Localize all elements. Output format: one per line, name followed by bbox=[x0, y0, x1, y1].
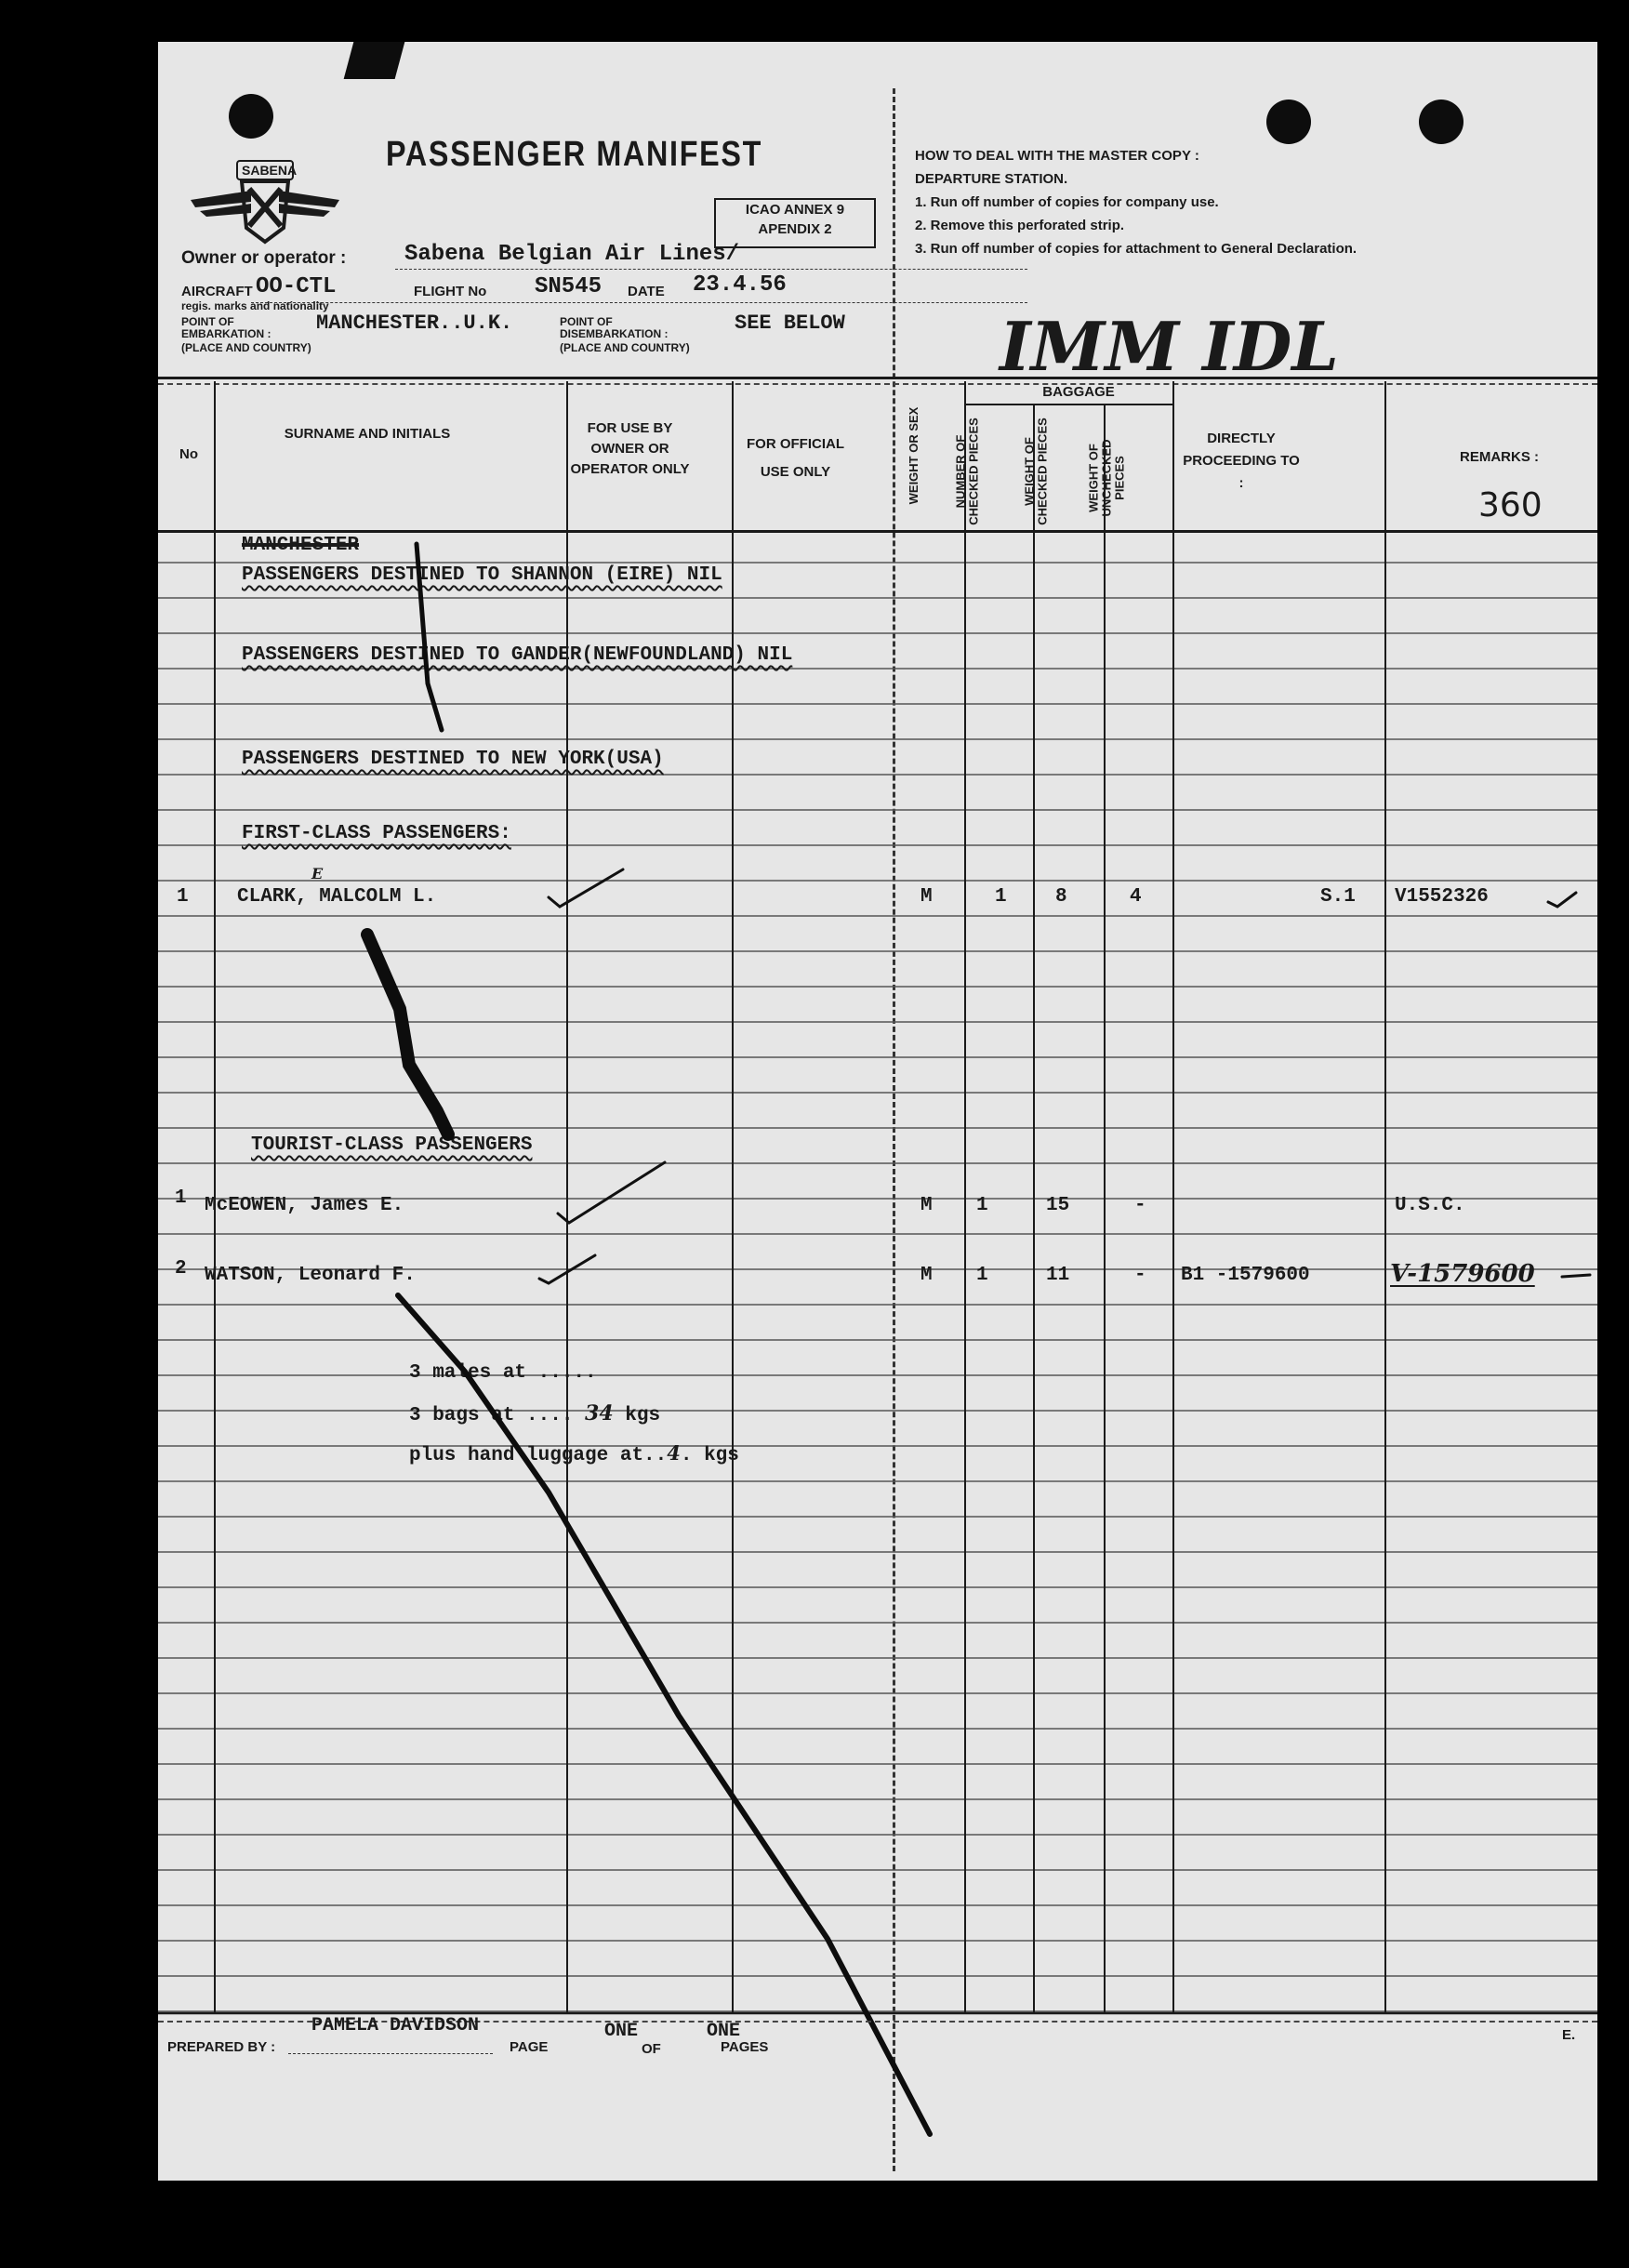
section-shannon: PASSENGERS DESTINED TO SHANNON (EIRE) NIL bbox=[242, 564, 722, 586]
pen-stroke bbox=[367, 935, 448, 1134]
passenger-directly: S.1 bbox=[1320, 886, 1356, 908]
embark-label: POINT OF EMBARKATION : bbox=[181, 315, 272, 340]
passenger-remarks: V-1579600 bbox=[1390, 1260, 1535, 1288]
pen-stroke bbox=[417, 544, 442, 730]
checkmark-icon bbox=[1548, 893, 1576, 907]
passenger-unchecked: 4 bbox=[1130, 886, 1142, 908]
page-value: ONE bbox=[604, 2021, 639, 2042]
section-gander: PASSENGERS DESTINED TO GANDER(NEWFOUNDLAND) NIL bbox=[242, 644, 793, 666]
page-label: PAGE bbox=[510, 2039, 549, 2055]
date-label: DATE bbox=[628, 284, 665, 299]
passenger-insert: E bbox=[311, 865, 324, 882]
page-title: PASSENGER MANIFEST bbox=[386, 135, 763, 174]
col-surname: SURNAME AND INITIALS bbox=[284, 426, 451, 442]
col-official-use: FOR OFFICIAL USE ONLY bbox=[747, 436, 844, 480]
col-weight-checked: WEIGHT OF CHECKED PIECES bbox=[1022, 418, 1050, 525]
prepared-underline bbox=[288, 2053, 493, 2054]
passenger-pieces: 1 bbox=[976, 1195, 988, 1216]
col-remarks: REMARKS : bbox=[1460, 449, 1539, 465]
col-num-checked: NUMBER OF CHECKED PIECES bbox=[953, 418, 981, 525]
section-origin: MANCHESTER bbox=[242, 535, 360, 556]
aircraft-value: OO-CTL bbox=[256, 274, 337, 299]
section-newyork: PASSENGERS DESTINED TO NEW YORK(USA) bbox=[242, 749, 664, 770]
passenger-name: WATSON, Leonard F. bbox=[205, 1265, 416, 1286]
icao-line: APENDIX 2 bbox=[758, 221, 832, 237]
totals-bags-prefix: 3 bags at .... bbox=[409, 1405, 574, 1426]
date-value: 23.4.56 bbox=[693, 272, 787, 298]
disembark-label: POINT OF DISEMBARKATION : bbox=[560, 315, 669, 340]
owner-value: Sabena Belgian Air Lines/ bbox=[404, 242, 740, 267]
passenger-no: 1 bbox=[177, 886, 189, 908]
corner-mark: E. bbox=[1562, 2027, 1576, 2043]
pages-label: PAGES bbox=[721, 2039, 769, 2055]
passenger-weight: 8 bbox=[1055, 886, 1067, 908]
passenger-unchecked: - bbox=[1134, 1265, 1146, 1286]
col-directly: DIRECTLY PROCEEDING TO : bbox=[1183, 431, 1300, 491]
regis-note: regis. marks and nationality bbox=[181, 299, 329, 312]
totals-hand-unit: . kgs bbox=[680, 1445, 739, 1466]
flight-value: SN545 bbox=[535, 274, 603, 299]
checkmark-icon bbox=[558, 1162, 665, 1223]
owner-label: Owner or operator : bbox=[181, 248, 347, 268]
passenger-remarks: V1552326 bbox=[1395, 886, 1489, 908]
totals-bags-unit: kgs bbox=[625, 1405, 661, 1426]
col-owner-use: FOR USE BY OWNER OR OPERATOR ONLY bbox=[570, 420, 690, 477]
passenger-name: CLARK, MALCOLM L. bbox=[237, 886, 437, 908]
checkmark-icon bbox=[549, 869, 623, 907]
passenger-weight: 11 bbox=[1046, 1265, 1070, 1286]
passenger-directly: B1 -1579600 bbox=[1181, 1265, 1310, 1286]
checkmark-icon bbox=[539, 1255, 595, 1283]
dash-mark bbox=[1562, 1275, 1590, 1277]
logo-text: SABENA bbox=[242, 163, 298, 178]
totals-males: 3 males at ..... bbox=[409, 1362, 597, 1384]
passenger-name: McEOWEN, James E. bbox=[205, 1195, 404, 1216]
totals-bags-value: 34 bbox=[585, 1401, 614, 1426]
of-label: OF bbox=[642, 2041, 661, 2057]
instructions-heading: HOW TO DEAL WITH THE MASTER COPY : bbox=[915, 148, 1199, 164]
disembark-note: (PLACE AND COUNTRY) bbox=[560, 341, 690, 354]
col-baggage: BAGGAGE bbox=[1042, 384, 1115, 400]
passenger-no: 1 bbox=[175, 1187, 187, 1209]
instruction-item: 1. Run off number of copies for company use. bbox=[915, 194, 1219, 210]
passenger-remarks: U.S.C. bbox=[1395, 1195, 1465, 1216]
col-weight-unchecked: WEIGHT OF UNCHECKED PIECES bbox=[1086, 439, 1127, 517]
instruction-item: 2. Remove this perforated strip. bbox=[915, 218, 1125, 233]
manifest-page bbox=[158, 42, 1597, 2181]
passenger-weight: 15 bbox=[1046, 1195, 1070, 1216]
passenger-sex: M bbox=[920, 1265, 933, 1286]
totals-hand-value: 4 bbox=[667, 1441, 681, 1465]
passenger-no: 2 bbox=[175, 1258, 187, 1280]
remarks-number: 360 bbox=[1478, 486, 1543, 524]
disembark-value: SEE BELOW bbox=[735, 312, 845, 335]
instruction-item: 3. Run off number of copies for attachment to General Declaration. bbox=[915, 241, 1358, 257]
pen-stroke bbox=[398, 1295, 930, 2134]
totals-hand-prefix: plus hand luggage at.. bbox=[409, 1445, 668, 1466]
col-weight-sex: WEIGHT OR SEX bbox=[907, 406, 920, 505]
instructions-subheading: DEPARTURE STATION. bbox=[915, 171, 1068, 187]
icao-line: ICAO ANNEX 9 bbox=[745, 202, 845, 218]
embark-note: (PLACE AND COUNTRY) bbox=[181, 341, 311, 354]
passenger-sex: M bbox=[920, 886, 933, 908]
embark-value: MANCHESTER..U.K. bbox=[316, 312, 513, 335]
flight-label: FLIGHT No bbox=[414, 284, 487, 299]
prepared-value: PAMELA DAVIDSON bbox=[311, 2015, 480, 2036]
pen-marks bbox=[158, 42, 1597, 2181]
passenger-pieces: 1 bbox=[976, 1265, 988, 1286]
section-tourist-class: TOURIST-CLASS PASSENGERS bbox=[251, 1134, 533, 1156]
handwritten-codes: IMM IDL bbox=[1000, 307, 1339, 386]
prepared-label: PREPARED BY : bbox=[167, 2039, 276, 2055]
passenger-sex: M bbox=[920, 1195, 933, 1216]
of-value: ONE bbox=[707, 2021, 741, 2042]
passenger-unchecked: - bbox=[1134, 1195, 1146, 1216]
col-no: No bbox=[179, 446, 198, 462]
aircraft-label: AIRCRAFT bbox=[181, 284, 253, 299]
passenger-pieces: 1 bbox=[995, 886, 1007, 908]
section-first-class: FIRST-CLASS PASSENGERS: bbox=[242, 823, 511, 844]
